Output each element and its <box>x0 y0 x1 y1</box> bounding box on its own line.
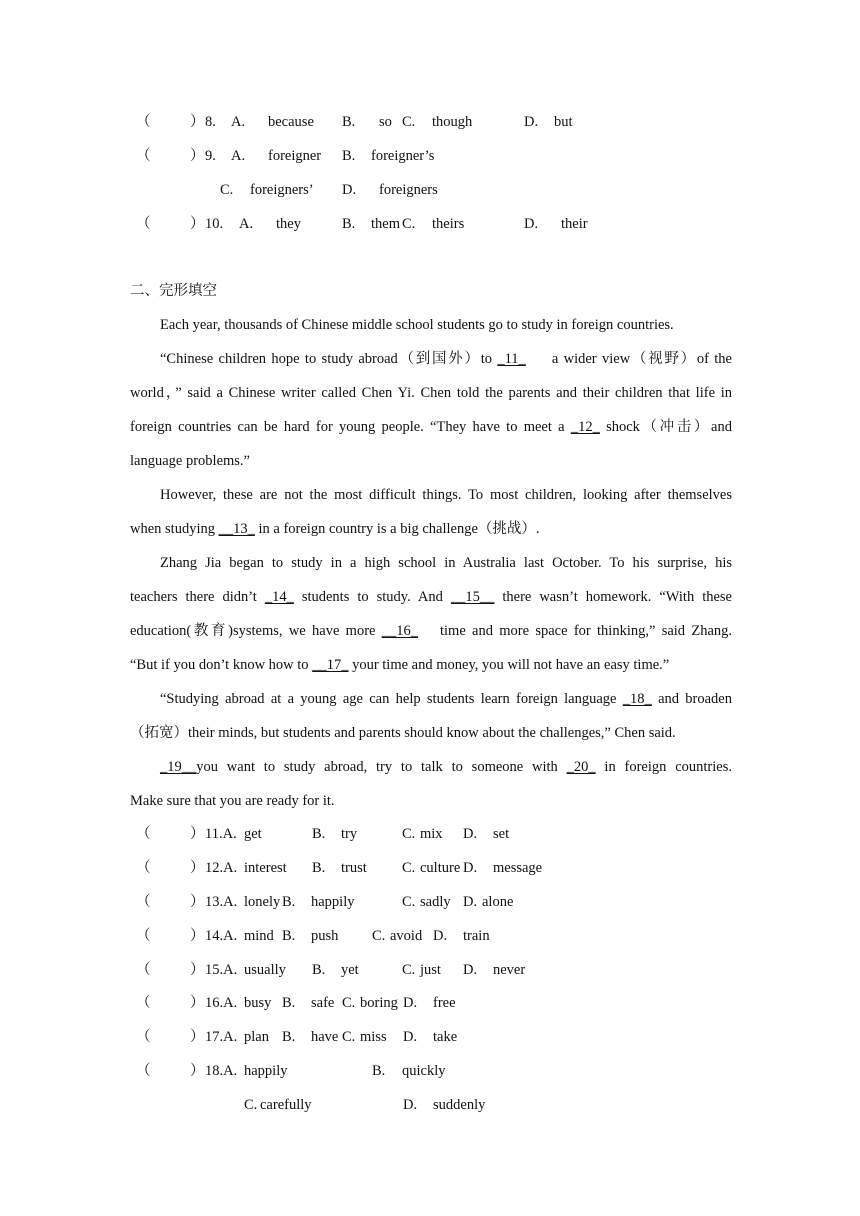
passage-line: language problems.” <box>130 453 250 469</box>
option-c-letter: C. <box>402 114 416 130</box>
option-c-letter: C. <box>372 928 386 944</box>
option-c-text: sadly <box>420 894 451 910</box>
passage-line <box>160 758 732 776</box>
option-c-text: miss <box>360 1029 387 1045</box>
answer-paren-close: ） <box>190 826 205 842</box>
passage-line <box>130 418 732 436</box>
option-d-letter: D. <box>433 928 448 944</box>
question-number: 15.A. <box>205 962 238 978</box>
option-c-letter: C. <box>342 995 356 1011</box>
option-b-text: try <box>341 826 358 842</box>
option-b-letter: B. <box>282 1029 296 1045</box>
text-run: “But if you don’t know how to <box>130 657 313 673</box>
question-12 <box>0 859 860 877</box>
question-number: 11.A. <box>205 826 237 842</box>
option-c-letter: C. <box>402 216 416 232</box>
option-b-letter: B. <box>342 216 356 232</box>
option-c-text: avoid <box>390 928 423 944</box>
option-a-text: mind <box>244 928 274 944</box>
option-b-letter: B. <box>372 1063 386 1079</box>
option-d-letter: D. <box>463 826 478 842</box>
option-d-letter: D. <box>403 1097 418 1113</box>
option-d-text: suddenly <box>433 1097 486 1113</box>
option-d-letter: D. <box>403 995 418 1011</box>
question-number: 18.A. <box>205 1063 238 1079</box>
text-run: your time and money, you will not have an easy time.” <box>348 657 670 673</box>
question-number: 13.A. <box>205 894 238 910</box>
blank-17: __17_ <box>312 657 349 673</box>
option-c-letter: C. <box>244 1097 258 1113</box>
option-c-text: culture <box>420 860 461 876</box>
option-b-letter: B. <box>342 114 356 130</box>
text-run: “Chinese children hope to study abroad（到国外）to <box>160 351 498 367</box>
option-c-text: just <box>420 962 441 978</box>
passage-line: However, these are not the most difficult things. To most children, looking after themselves <box>160 487 732 503</box>
option-d-letter: D. <box>463 860 478 876</box>
question-10 <box>0 215 860 233</box>
answer-paren-close: ） <box>190 148 205 164</box>
blank-12: _12_ <box>570 419 600 435</box>
option-c-letter: C. <box>402 962 416 978</box>
option-a-text: happily <box>244 1063 288 1079</box>
blank-11: _11_ <box>497 351 526 367</box>
option-d-text: foreigners <box>379 182 438 198</box>
passage-line <box>130 656 732 674</box>
answer-paren-open: （ <box>136 826 151 842</box>
answer-paren-close: ） <box>190 995 205 1011</box>
text-run: when studying <box>130 521 219 537</box>
blank-15: __15__ <box>450 589 495 605</box>
option-d-letter: D. <box>524 216 539 232</box>
option-c-letter: C. <box>402 860 416 876</box>
question-17 <box>0 1028 860 1046</box>
passage-line: Make sure that you are ready for it. <box>130 793 335 809</box>
text-run: in a foreign country is a big challenge（挑战）. <box>254 521 540 537</box>
answer-paren-open: （ <box>136 894 151 910</box>
question-18 <box>0 1062 860 1080</box>
passage-line <box>130 622 732 640</box>
option-b-text: foreigner’s <box>371 148 435 164</box>
answer-paren-close: ） <box>190 928 205 944</box>
option-c-text: mix <box>420 826 443 842</box>
passage-line: （拓宽）their minds, but students and parents should know about the challenges,” Chen said. <box>130 725 676 741</box>
option-b-text: happily <box>311 894 355 910</box>
answer-paren-close: ） <box>190 894 205 910</box>
option-a-text: busy <box>244 995 272 1011</box>
option-a-text: because <box>268 114 314 130</box>
text-run: there wasn’t homework. “With these <box>494 589 732 605</box>
blank-18: _18_ <box>622 691 652 707</box>
passage-paragraph-1: Each year, thousands of Chinese middle school students go to study in foreign countries. <box>160 317 674 333</box>
answer-paren-open: （ <box>136 114 151 130</box>
option-b-letter: B. <box>282 894 296 910</box>
question-16 <box>0 994 860 1012</box>
answer-paren-open: （ <box>136 860 151 876</box>
question-13 <box>0 893 860 911</box>
answer-paren-close: ） <box>190 114 205 130</box>
answer-paren-open: （ <box>136 962 151 978</box>
option-b-letter: B. <box>282 995 296 1011</box>
text-run: “Studying abroad at a young age can help students learn foreign language <box>160 691 623 707</box>
question-number: 10. <box>205 216 224 232</box>
option-b-text: them <box>371 216 400 232</box>
question-9-continued <box>0 181 860 199</box>
answer-paren-close: ） <box>190 1029 205 1045</box>
option-d-letter: D. <box>463 894 478 910</box>
blank-14: _14_ <box>264 589 294 605</box>
question-number: 14.A. <box>205 928 238 944</box>
option-a-text: usually <box>244 962 286 978</box>
option-a-text: interest <box>244 860 287 876</box>
answer-paren-close: ） <box>190 1063 205 1079</box>
passage-line <box>130 520 732 538</box>
blank-19: _19__ <box>160 759 197 775</box>
option-b-text: push <box>311 928 339 944</box>
blank-13: __13_ <box>218 521 255 537</box>
passage-line <box>160 690 732 708</box>
option-c-text: foreigners’ <box>250 182 314 198</box>
text-run: teachers there didn’t <box>130 589 265 605</box>
option-c-letter: C. <box>402 826 416 842</box>
answer-paren-close: ） <box>190 860 205 876</box>
text-run: shock（冲击）and <box>599 419 732 435</box>
blank-16: __16_ <box>381 623 418 639</box>
option-a-text: lonely <box>244 894 281 910</box>
text-run: education(教育)systems, we have more <box>130 623 382 639</box>
question-9 <box>0 147 860 165</box>
question-14 <box>0 927 860 945</box>
option-d-text: alone <box>482 894 514 910</box>
text-run: you want to study abroad, try to talk to someone with <box>196 759 567 775</box>
text-run: time and more space for thinking,” said Zhang. <box>440 623 733 639</box>
option-d-letter: D. <box>524 114 539 130</box>
option-d-letter: D. <box>463 962 478 978</box>
option-a-letter: A. <box>239 216 254 232</box>
question-number: 12.A. <box>205 860 238 876</box>
option-b-text: so <box>379 114 392 130</box>
option-c-letter: C. <box>342 1029 356 1045</box>
option-a-letter: A. <box>231 148 246 164</box>
option-c-text: carefully <box>260 1097 312 1113</box>
option-a-text: get <box>244 826 262 842</box>
option-d-text: free <box>433 995 456 1011</box>
passage-line <box>160 350 732 368</box>
option-d-letter: D. <box>342 182 357 198</box>
option-a-letter: A. <box>231 114 246 130</box>
text-run: a wider view（视野）of the <box>551 351 732 367</box>
option-c-text: boring <box>360 995 398 1011</box>
option-b-letter: B. <box>312 962 326 978</box>
option-b-letter: B. <box>342 148 356 164</box>
question-18-continued <box>0 1096 860 1114</box>
answer-paren-open: （ <box>136 1029 151 1045</box>
option-b-letter: B. <box>312 826 326 842</box>
option-b-text: have <box>311 1029 339 1045</box>
answer-paren-open: （ <box>136 148 151 164</box>
option-d-text: never <box>493 962 526 978</box>
option-b-text: trust <box>341 860 367 876</box>
passage-line: world，” said a Chinese writer called Chen Yi. Chen told the parents and their children that life in <box>130 385 732 401</box>
answer-paren-close: ） <box>190 962 205 978</box>
option-b-letter: B. <box>282 928 296 944</box>
blank-20: _20_ <box>566 759 596 775</box>
option-b-text: safe <box>311 995 335 1011</box>
question-15 <box>0 961 860 979</box>
option-c-text: theirs <box>432 216 465 232</box>
answer-paren-open: （ <box>136 1063 151 1079</box>
option-c-letter: C. <box>220 182 234 198</box>
text-run: foreign countries can be hard for young people. “They have to meet a <box>130 419 571 435</box>
option-a-text: plan <box>244 1029 269 1045</box>
option-a-text: foreigner <box>268 148 322 164</box>
option-d-text: message <box>493 860 543 876</box>
option-b-letter: B. <box>312 860 326 876</box>
question-8 <box>0 113 860 131</box>
text-run: in foreign countries. <box>595 759 732 775</box>
answer-paren-open: （ <box>136 928 151 944</box>
option-d-text: set <box>493 826 510 842</box>
option-a-text: they <box>276 216 301 232</box>
passage-line <box>130 588 732 606</box>
question-number: 16.A. <box>205 995 238 1011</box>
answer-paren-open: （ <box>136 995 151 1011</box>
option-d-text: take <box>433 1029 458 1045</box>
question-number: 9. <box>205 148 216 164</box>
option-c-text: though <box>432 114 473 130</box>
option-d-text: their <box>561 216 588 232</box>
text-run: students to study. And <box>293 589 451 605</box>
option-d-letter: D. <box>403 1029 418 1045</box>
text-run: and broaden <box>651 691 732 707</box>
passage-line: Zhang Jia began to study in a high school in Australia last October. To his surprise, his <box>160 555 732 571</box>
option-c-letter: C. <box>402 894 416 910</box>
option-d-text: but <box>554 114 573 130</box>
question-number: 8. <box>205 114 216 130</box>
option-b-text: quickly <box>402 1063 446 1079</box>
answer-paren-close: ） <box>190 216 205 232</box>
question-number: 17.A. <box>205 1029 238 1045</box>
option-d-text: train <box>463 928 490 944</box>
question-11 <box>0 825 860 843</box>
section-heading: 二、完形填空 <box>130 283 217 299</box>
option-b-text: yet <box>341 962 359 978</box>
answer-paren-open: （ <box>136 216 151 232</box>
